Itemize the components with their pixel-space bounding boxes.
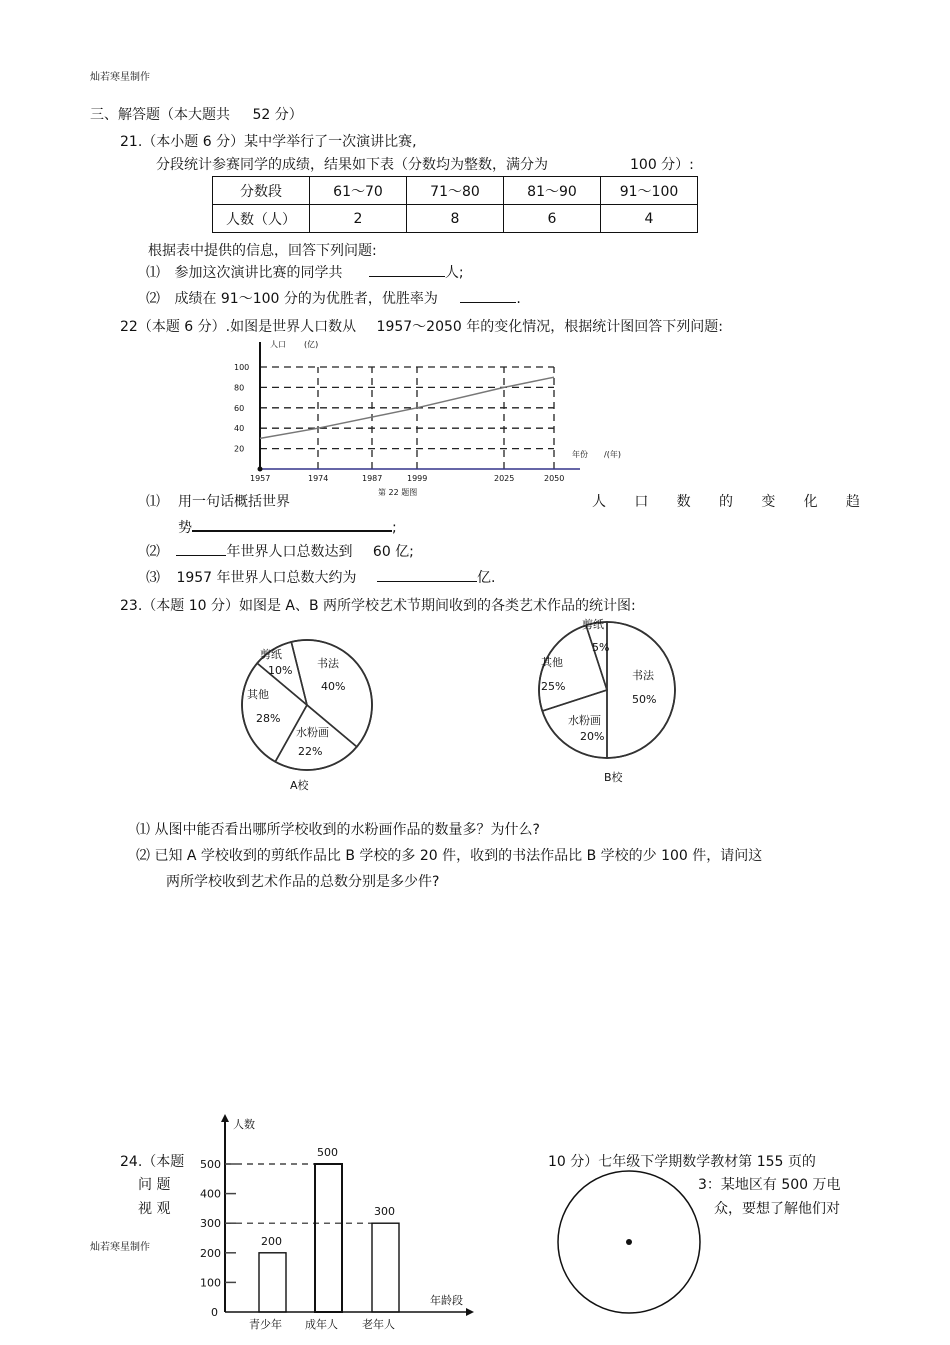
age-bar-chart <box>190 1112 490 1336</box>
x-tick-label: 1987 <box>362 474 383 483</box>
table-cell: 人数（人） <box>213 205 310 233</box>
pie-slice-name: 书法 <box>317 657 339 670</box>
q21-p2-text: 成绩在 91～100 分的为优胜者，优胜率为 <box>174 291 438 307</box>
y-axis-arrow <box>221 1114 229 1122</box>
pie-slice-name: 其他 <box>247 688 269 701</box>
x-tick-label: 2050 <box>544 474 565 483</box>
pie-slice-percent: 28% <box>256 712 281 725</box>
table-row <box>213 177 698 205</box>
x-category-label: 成年人 <box>305 1318 338 1331</box>
bar <box>315 1164 342 1312</box>
q23-part1: ⑴ 从图中能否看出哪所学校收到的水粉画作品的数量多？为什么? <box>136 822 540 838</box>
q24-right-line3: 众，要想了解他们对 <box>714 1201 840 1217</box>
table-row <box>213 205 698 233</box>
y-tick-label: 100 <box>200 1276 221 1290</box>
circle-figure <box>555 1168 705 1318</box>
pie-slice-name: 水粉画 <box>296 726 329 739</box>
spread-char: 人 <box>592 494 606 510</box>
q21-p2-num: ⑵ <box>146 291 160 307</box>
y-axis-unit: (亿) <box>304 340 319 349</box>
pie-chart-school-a <box>220 620 400 802</box>
answer-blank[interactable] <box>369 262 445 277</box>
y-tick-label: 100 <box>234 363 250 372</box>
q21-part2 <box>146 288 521 308</box>
answer-blank[interactable] <box>460 288 516 303</box>
table-header-cell: 81～90 <box>504 177 601 205</box>
table-header-cell: 分数段 <box>213 177 310 205</box>
pie-slice-percent: 10% <box>268 664 293 677</box>
pie-slice-percent: 20% <box>580 730 605 743</box>
x-category-label: 老年人 <box>362 1318 395 1331</box>
q22-p1-num: ⑴ <box>146 494 160 510</box>
header-watermark: 灿若寒星制作 <box>90 72 150 83</box>
y-axis-label: 人口 <box>270 340 286 349</box>
pie-school-label: A校 <box>290 779 309 792</box>
pie-school-label: B校 <box>604 771 623 784</box>
y-tick-label: 300 <box>200 1217 221 1231</box>
pie-slice-name: 其他 <box>541 656 563 669</box>
table-header-cell: 71～80 <box>407 177 504 205</box>
y-tick-label: 40 <box>234 424 245 434</box>
section-title <box>90 104 303 124</box>
pie-slice-percent: 50% <box>632 693 657 706</box>
q22-p1-text: 用一句话概括世界 <box>178 494 290 510</box>
bar <box>259 1253 286 1312</box>
x-tick-label: 1974 <box>308 474 329 483</box>
spread-char: 化 <box>803 494 818 510</box>
origin-dot <box>258 467 263 472</box>
q22-p1-line2 <box>178 516 397 537</box>
bar <box>372 1223 399 1312</box>
spread-char: 数 <box>676 494 691 510</box>
x-tick-label: 2025 <box>494 474 515 483</box>
pie-slice-percent: 25% <box>541 680 566 693</box>
q21-lead: 根据表中提供的信息，回答下列问题: <box>148 243 377 259</box>
q22-p3-end: 亿. <box>477 570 496 586</box>
population-line-chart <box>220 334 640 504</box>
spread-char: 趋 <box>845 494 860 510</box>
x-axis-unit: /(年) <box>604 450 621 459</box>
x-axis-arrow <box>466 1308 474 1316</box>
table-cell: 6 <box>504 205 601 233</box>
y-tick-label: 80 <box>234 383 245 393</box>
q21-p2-end: . <box>516 291 521 307</box>
spread-char: 的 <box>718 494 733 510</box>
q24-left-line3: 视 观 <box>138 1201 171 1217</box>
section-title-text: 三、解答题（本大题共 <box>90 107 230 123</box>
x-axis-label: 年龄段 <box>430 1294 463 1307</box>
circle-center-dot <box>626 1239 632 1245</box>
q22-p1-spread <box>592 491 860 511</box>
q22-intro-text: 22（本题 6 分）.如图是世界人口数从 <box>120 319 357 335</box>
q22-part3 <box>146 567 495 587</box>
q24-right-line2: 3：某地区有 500 万电 <box>698 1177 841 1193</box>
q22-p2-text: 年世界人口总数达到 <box>226 544 353 560</box>
q22-p1-end: ; <box>392 520 397 536</box>
q22-p1-line2-text: 势 <box>178 520 192 536</box>
pie-slice-name: 水粉画 <box>568 714 601 727</box>
q21-line2: 分段统计参赛同学的成绩，结果如下表（分数均为整数，满分为 <box>156 157 548 173</box>
pie-slice-percent: 5% <box>592 641 610 654</box>
q21-part1 <box>146 262 464 282</box>
pie-slice-percent: 22% <box>298 745 323 758</box>
table-cell: 4 <box>601 205 698 233</box>
q24-left-line1: 24.（本题 <box>120 1154 185 1170</box>
q24-right-line1: 10 分）七年级下学期数学教材第 155 页的 <box>548 1154 816 1170</box>
spread-char: 变 <box>761 494 776 510</box>
footer-watermark: 灿若寒星制作 <box>90 1242 150 1253</box>
q23-intro: 23.（本题 10 分）如图是 A、B 两所学校艺术节期间收到的各类艺术作品的统计图: <box>120 598 636 614</box>
pie-slice-name: 剪纸 <box>582 618 604 631</box>
answer-blank[interactable] <box>192 516 392 532</box>
q21-line2-end: 100 分）: <box>630 157 694 173</box>
x-tick-label: 1957 <box>250 474 271 483</box>
y-tick-label: 0 <box>211 1306 218 1319</box>
q23-part2-line2: 两所学校收到艺术作品的总数分别是多少件? <box>166 874 440 890</box>
pie-slice-name: 书法 <box>632 669 654 682</box>
q22-p3-num: ⑶ <box>146 570 160 586</box>
answer-blank[interactable] <box>176 541 226 556</box>
q22-intro <box>120 316 723 336</box>
table-cell: 8 <box>407 205 504 233</box>
pie-slice-name: 剪纸 <box>260 648 282 661</box>
bar-value-label: 300 <box>374 1205 395 1219</box>
q21-p1-end: 人; <box>444 265 464 281</box>
q21-intro: 21.（本小题 6 分）某中学举行了一次演讲比赛, <box>120 134 417 150</box>
pie-slice-percent: 40% <box>321 680 346 693</box>
q22-p2-end: 60 亿; <box>372 544 414 560</box>
y-tick-label: 500 <box>200 1158 221 1171</box>
table-header-cell: 91～100 <box>601 177 698 205</box>
q21-p1-num: ⑴ <box>146 265 160 281</box>
x-tick-label: 1999 <box>407 474 428 483</box>
q22-p3-text: 1957 年世界人口总数大约为 <box>176 570 357 586</box>
x-category-label: 青少年 <box>249 1318 282 1331</box>
y-tick-label: 400 <box>200 1187 221 1201</box>
x-axis-label: 年份 <box>572 450 588 459</box>
bar-value-label: 200 <box>261 1234 282 1248</box>
q22-intro-mid: 1957～2050 年的变化情况，根据统计图回答下列问题: <box>376 319 723 335</box>
q23-part2: ⑵ 已知 A 学校收到的剪纸作品比 B 学校的多 20 件，收到的书法作品比 B 学校的少 100 件，请问这 <box>136 848 763 864</box>
pie-chart-school-b <box>520 610 700 790</box>
bar-value-label: 500 <box>317 1146 338 1159</box>
q21-p1-text: 参加这次演讲比赛的同学共 <box>174 265 343 281</box>
q24-left-line2: 问 题 <box>138 1177 171 1193</box>
y-tick-label: 60 <box>234 403 245 413</box>
score-table <box>212 176 698 233</box>
y-axis-label: 人数 <box>233 1118 255 1131</box>
section-points: 52 分） <box>252 107 303 123</box>
y-tick-label: 200 <box>200 1246 221 1260</box>
y-tick-label: 20 <box>234 444 245 454</box>
table-header-cell: 61～70 <box>310 177 407 205</box>
chart-grid <box>260 367 554 469</box>
answer-blank[interactable] <box>377 567 477 582</box>
table-cell: 2 <box>310 205 407 233</box>
spread-char: 口 <box>634 494 649 510</box>
q22-part2 <box>146 541 414 561</box>
chart-caption: 第 22 题图 <box>378 488 418 497</box>
q22-p2-num: ⑵ <box>146 544 160 560</box>
